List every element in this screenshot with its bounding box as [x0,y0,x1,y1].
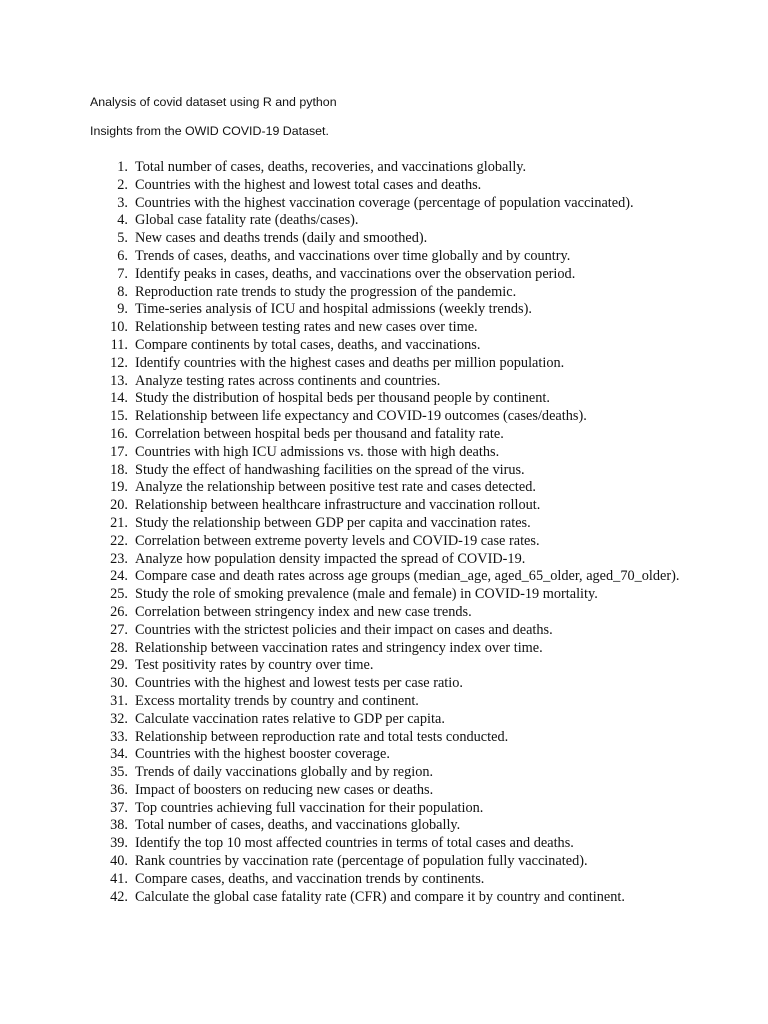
list-item-number: 25. [110,586,128,603]
list-item [0,373,768,391]
list-item-text: Identify countries with the highest cases and deaths per million population. [135,354,565,371]
list-item [0,444,768,462]
list-item [0,230,768,248]
list-item-number: 23. [110,550,128,567]
list-item-number: 21. [110,514,128,531]
list-item [0,462,768,480]
list-item-text: Compare case and death rates across age groups (median_age, aged_65_older, aged_70_older). [135,568,680,585]
list-item [0,675,768,693]
list-item-number: 24. [110,568,128,585]
list-item [0,693,768,711]
list-item-number: 12. [110,354,128,371]
list-item-number: 9. [117,301,128,318]
list-item-text: Relationship between vaccination rates and stringency index over time. [135,639,543,656]
list-item [0,711,768,729]
list-item-text: Global case fatality rate (deaths/cases). [135,212,359,229]
list-item-number: 13. [110,372,128,389]
list-item-number: 33. [110,728,128,745]
list-item-number: 14. [110,390,128,407]
list-item [0,533,768,551]
list-item [0,746,768,764]
list-item-number: 26. [110,603,128,620]
list-item [0,764,768,782]
list-item-text: Study the relationship between GDP per capita and vaccination rates. [135,514,531,531]
list-item-number: 5. [117,230,128,247]
list-item [0,248,768,266]
list-item [0,657,768,675]
list-item-number: 34. [110,746,128,763]
list-item [0,889,768,907]
list-item-number: 39. [110,835,128,852]
list-item-text: Relationship between reproduction rate and total tests conducted. [135,728,509,745]
list-item-text: Total number of cases, deaths, and vaccinations globally. [135,817,461,834]
list-item-number: 36. [110,781,128,798]
list-item-text: Identify the top 10 most affected countries in terms of total cases and deaths. [135,835,574,852]
list-item [0,640,768,658]
list-item-number: 40. [110,853,128,870]
list-item-text: Study the distribution of hospital beds per thousand people by continent. [135,390,550,407]
list-item-text: Analyze how population density impacted the spread of COVID-19. [135,550,526,567]
list-item [0,622,768,640]
list-item [0,568,768,586]
list-item-text: Reproduction rate trends to study the progression of the pandemic. [135,283,517,300]
list-item-number: 8. [117,283,128,300]
list-item [0,159,768,177]
list-item-text: New cases and deaths trends (daily and smoothed). [135,230,428,247]
list-item-number: 17. [110,443,128,460]
list-item-text: Compare continents by total cases, deaths, and vaccinations. [135,336,481,353]
list-item-text: Relationship between healthcare infrastructure and vaccination rollout. [135,497,541,514]
list-item-text: Rank countries by vaccination rate (percentage of population fully vaccinated). [135,853,588,870]
list-item-number: 7. [117,265,128,282]
list-item [0,604,768,622]
list-item-text: Correlation between extreme poverty levels and COVID-19 case rates. [135,532,540,549]
list-item [0,355,768,373]
list-item-number: 22. [110,532,128,549]
list-item-number: 20. [110,497,128,514]
list-item-text: Trends of cases, deaths, and vaccinations over time globally and by country. [135,247,571,264]
list-item [0,195,768,213]
list-item-number: 4. [117,212,128,229]
list-item [0,479,768,497]
list-item-number: 16. [110,425,128,442]
list-item [0,800,768,818]
list-item [0,337,768,355]
list-item-text: Excess mortality trends by country and continent. [135,692,419,709]
list-item-number: 19. [110,479,128,496]
list-item-text: Countries with the highest and lowest total cases and deaths. [135,176,482,193]
list-item-number: 28. [110,639,128,656]
list-item [0,177,768,195]
list-item-text: Study the role of smoking prevalence (male and female) in COVID-19 mortality. [135,586,598,603]
list-item-number: 1. [117,159,128,175]
insight-list [0,159,768,906]
list-item-number: 6. [117,247,128,264]
list-item-text: Countries with high ICU admissions vs. those with high deaths. [135,443,500,460]
list-item [0,319,768,337]
list-item-number: 31. [110,692,128,709]
list-item-text: Identify peaks in cases, deaths, and vaccinations over the observation period. [135,265,576,282]
list-item [0,301,768,319]
list-item [0,782,768,800]
list-item [0,551,768,569]
list-item-text: Correlation between hospital beds per thousand and fatality rate. [135,425,504,442]
list-item-text: Calculate the global case fatality rate (CFR) and compare it by country and continent. [135,888,625,905]
list-item-number: 29. [110,657,128,674]
list-item-number: 30. [110,675,128,692]
list-item-text: Analyze the relationship between positive test rate and cases detected. [135,479,536,496]
list-item-number: 35. [110,764,128,781]
list-item [0,853,768,871]
list-item [0,515,768,533]
document-title: Analysis of covid dataset using R and python [90,95,337,109]
list-item-text: Correlation between stringency index and new case trends. [135,603,472,620]
list-item [0,729,768,747]
list-item [0,284,768,302]
list-item-number: 41. [110,870,128,887]
list-item-text: Calculate vaccination rates relative to GDP per capita. [135,710,445,727]
list-item-number: 37. [110,799,128,816]
list-item [0,426,768,444]
list-item [0,835,768,853]
list-item [0,817,768,835]
list-item-number: 3. [117,194,128,211]
list-item-number: 18. [110,461,128,478]
list-item-number: 32. [110,710,128,727]
list-item-text: Analyze testing rates across continents and countries. [135,372,441,389]
list-item [0,390,768,408]
list-item-number: 27. [110,621,128,638]
list-item [0,408,768,426]
list-item-text: Countries with the highest booster coverage. [135,746,390,763]
list-item-number: 2. [117,176,128,193]
list-item-number: 38. [110,817,128,834]
list-item [0,586,768,604]
document-subtitle: Insights from the OWID COVID-19 Dataset. [90,124,329,138]
list-item [0,871,768,889]
list-item-text: Countries with the strictest policies and their impact on cases and deaths. [135,621,553,638]
list-item-text: Trends of daily vaccinations globally and by region. [135,764,434,781]
list-item-text: Countries with the highest vaccination coverage (percentage of population vaccinated). [135,194,634,211]
list-item-text: Countries with the highest and lowest tests per case ratio. [135,675,463,692]
list-item-text: Total number of cases, deaths, recoveries, and vaccinations globally. [135,159,527,175]
list-item-text: Study the effect of handwashing facilities on the spread of the virus. [135,461,525,478]
list-item-text: Time-series analysis of ICU and hospital admissions (weekly trends). [135,301,532,318]
list-item [0,497,768,515]
list-item-text: Test positivity rates by country over time. [135,657,374,674]
list-item-text: Relationship between life expectancy and COVID-19 outcomes (cases/deaths). [135,408,587,425]
list-item-text: Relationship between testing rates and new cases over time. [135,319,478,336]
list-item-text: Top countries achieving full vaccination for their population. [135,799,484,816]
list-item-number: 15. [110,408,128,425]
list-item [0,266,768,284]
list-item [0,212,768,230]
list-item-text: Compare cases, deaths, and vaccination trends by continents. [135,870,485,887]
list-item-text: Impact of boosters on reducing new cases or deaths. [135,781,434,798]
list-item-number: 11. [110,336,128,353]
list-item-number: 10. [110,319,128,336]
list-item-number: 42. [110,888,128,905]
